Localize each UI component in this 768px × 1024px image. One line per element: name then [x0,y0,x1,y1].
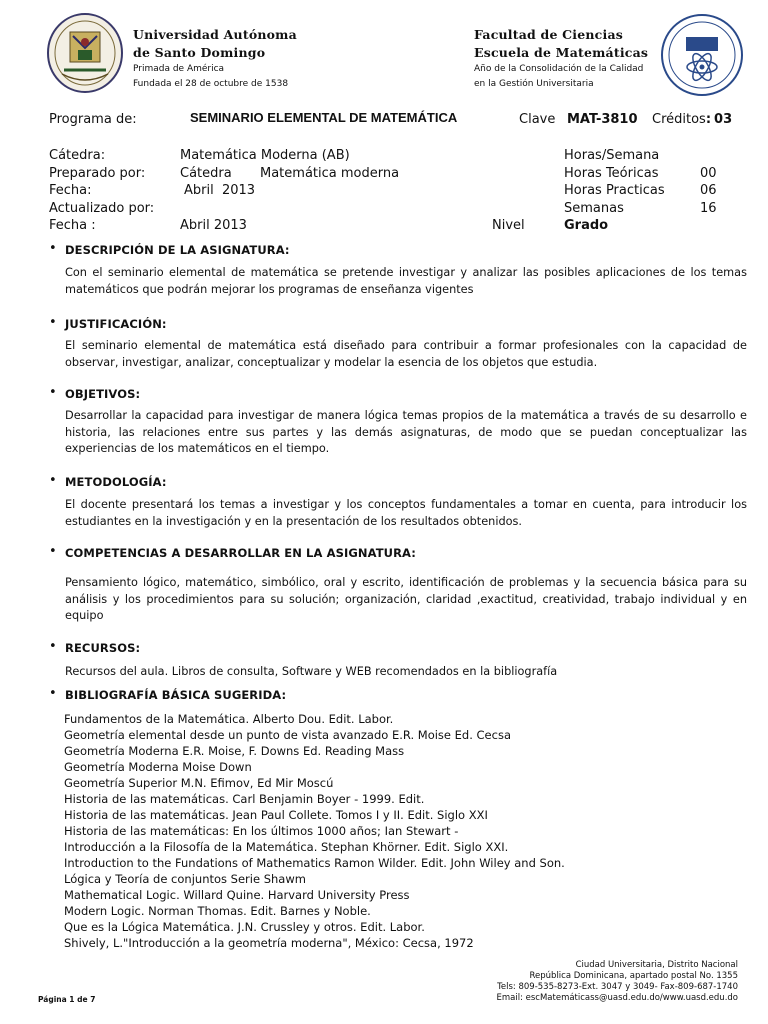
footer-line-2: República Dominicana, apartado postal No. 1355 [529,971,738,981]
bibliografia-item: Mathematical Logic. Willard Quine. Harvard University Press [64,888,410,902]
clave-value: MAT-3810 [567,112,638,127]
semanas-label: Semanas [564,201,624,216]
catedra-label: Cátedra: [49,148,106,163]
horas-practicas-value: 06 [700,183,717,198]
competencias-heading: COMPETENCIAS A DESARROLLAR EN LA ASIGNATURA: [65,546,416,560]
bibliografia-list [64,711,565,951]
bullet-icon: • [49,544,57,559]
bullet-icon: • [49,241,57,256]
actualizado-label: Actualizado por: [49,201,155,216]
nivel-value: Grado [564,218,609,233]
objetivos-heading: OBJETIVOS: [65,387,141,401]
creditos-separator: : [705,112,712,127]
page-number: Página 1 de 7 [38,995,96,1004]
fecha-value-1: Abril 2013 [184,183,256,198]
bullet-icon: • [49,315,57,330]
bibliografia-item: Historia de las matemáticas. Carl Benjamin Boyer - 1999. Edit. [64,792,425,806]
bullet-icon: • [49,385,57,400]
bibliografia-item: Que es la Lógica Matemática. J.N. Crussley y otros. Edit. Labor. [64,920,425,934]
bibliografia-item: Shively, L."Introducción a la geometría moderna", México: Cecsa, 1972 [64,936,474,950]
bullet-icon: • [49,686,57,701]
justificacion-text: El seminario elemental de matemática está diseñado para contribuir a formar profesionales con la capacidad de observar, investigar, analizar, conceptualizar y modelar la esencia de los objetos que estudia. [65,339,747,369]
bibliografia-heading: BIBLIOGRAFÍA BÁSICA SUGERIDA: [65,688,287,702]
semanas-value: 16 [700,201,717,216]
bibliografia-item: Historia de las matemáticas. Jean Paul Collete. Tomos I y II. Edit. Siglo XXI [64,808,488,822]
justificacion-heading: JUSTIFICACIÓN: [65,317,167,331]
nivel-label: Nivel [492,218,525,233]
clave-label: Clave [519,112,556,127]
bibliografia-item: Geometría elemental desde un punto de vista avanzado E.R. Moise Ed. Cecsa [64,728,511,742]
bibliografia-item: Historia de las matemáticas: En los últimos 1000 años; Ian Stewart - [64,824,459,838]
horas-semana-label: Horas/Semana [564,148,660,163]
program-title: SEMINARIO ELEMENTAL DE MATEMÁTICA [190,110,458,125]
faculty-name-line2: Escuela de Matemáticas [474,45,649,60]
university-name-line1: Universidad Autónoma [133,27,297,42]
footer-line-1: Ciudad Universitaria, Distrito Nacional [575,960,738,970]
bibliografia-item: Fundamentos de la Matemática. Alberto Dou. Edit. Labor. [64,712,394,726]
bibliografia-item: Modern Logic. Norman Thomas. Edit. Barnes y Noble. [64,904,371,918]
faculty-seal-logo [660,13,744,97]
descripcion-heading: DESCRIPCIÓN DE LA ASIGNATURA: [65,243,290,257]
bibliografia-item: Introducción a la Filosofía de la Matemática. Stephan Khörner. Edit. Siglo XXI. [64,840,509,854]
university-seal-logo [46,12,124,94]
competencias-text: Pensamiento lógico, matemático, simbólico, oral y escrito, identificación de problemas y la secuencia básica para su análisis y los procedimientos para su solución; organización, claridad ,exactitud, creatividad, trabajo individual y en equipo [65,576,747,623]
footer-address [496,960,738,1004]
horas-teoricas-value: 00 [700,166,717,181]
preparado-label: Preparado por: [49,166,146,181]
fecha-label-2: Fecha : [49,218,96,233]
preparado-value-2: Matemática moderna [260,166,400,181]
catedra-value: Matemática Moderna (AB) [180,148,350,163]
university-subtitle-2: Fundada el 28 de octubre de 1538 [133,79,289,89]
footer-line-3: Tels: 809-535-8273-Ext. 3047 y 3049- Fax-809-687-1740 [497,982,738,992]
footer-line-4: Email: escMatemáticass@uasd.edu.do/www.uasd.edu.do [496,993,738,1003]
bullet-icon: • [49,473,57,488]
university-subtitle-1: Primada de América [133,64,225,74]
creditos-value: 03 [714,112,733,127]
faculty-name-line1: Facultad de Ciencias [474,27,623,42]
bibliografia-item: Geometría Moderna E.R. Moise, F. Downs Ed. Reading Mass [64,744,405,758]
horas-teoricas-label: Horas Teóricas [564,166,659,181]
creditos-label [652,112,732,127]
creditos-label-text: Créditos [652,112,706,127]
bibliografia-item: Geometría Superior M.N. Efimov, Ed Mir Moscú [64,776,334,790]
objetivos-text: Desarrollar la capacidad para investigar de manera lógica temas propios de la matemática a través de su desarrollo e historia, las relaciones entre sus partes y las demás asignaturas, de modo que se puedan conceptualizar las experiencias de los matemáticos en el tiempo. [65,409,747,456]
descripcion-text: Con el seminario elemental de matemática se pretende investigar y analizar las posibles aplicaciones de los temas matemáticos que podrán mejorar los programas de enseñanza vigentes [65,266,747,296]
faculty-subtitle-2: en la Gestión Universitaria [474,79,594,89]
fecha-value-2: Abril 2013 [180,218,247,233]
bullet-icon: • [49,639,57,654]
horas-practicas-label: Horas Practicas [564,183,665,198]
fecha-label-1: Fecha: [49,183,92,198]
recursos-heading: RECURSOS: [65,641,141,655]
metodologia-heading: METODOLOGÍA: [65,475,167,489]
metodologia-text: El docente presentará los temas a investigar y los conceptos fundamentales a tomar en cuenta, para introducir los estudiantes en la investigación y en la presentación de los resultados obtenidos. [65,498,747,528]
preparado-value-1: Cátedra [180,166,232,181]
faculty-subtitle-1: Año de la Consolidación de la Calidad [474,64,644,74]
program-label: Programa de: [49,112,137,127]
recursos-text: Recursos del aula. Libros de consulta, Software y WEB recomendados en la bibliografía [65,665,558,678]
bibliografia-item: Introduction to the Fundations of Mathematics Ramon Wilder. Edit. John Wiley and Son. [64,856,565,870]
university-name-line2: de Santo Domingo [133,45,266,60]
bibliografia-item: Geometría Moderna Moise Down [64,760,252,774]
bibliografia-item: Lógica y Teoría de conjuntos Serie Shawm [64,872,306,886]
